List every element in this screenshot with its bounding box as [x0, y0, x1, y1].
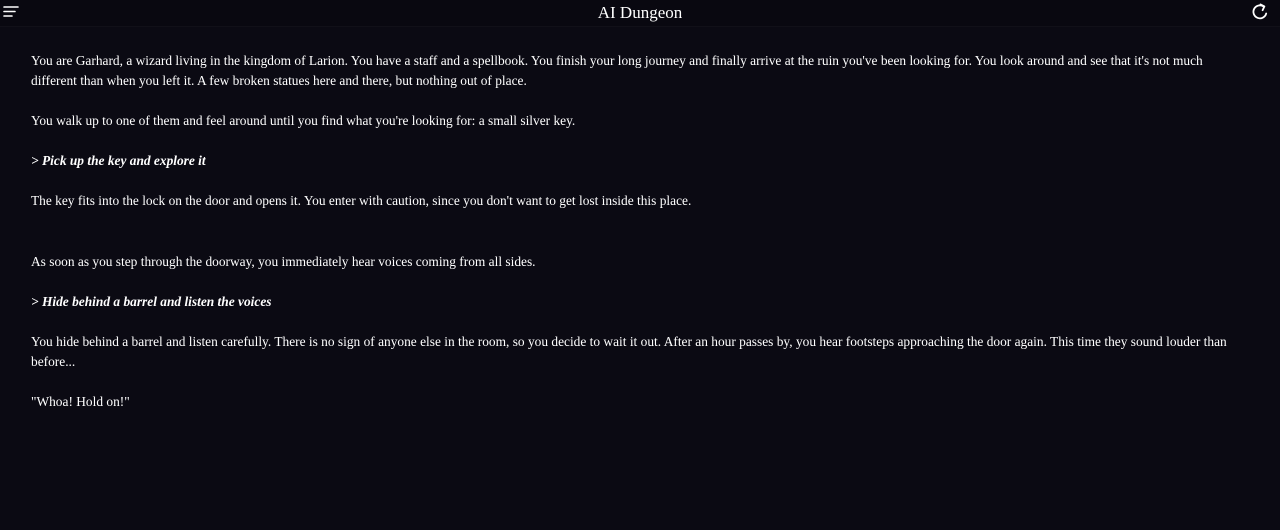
story-paragraph: The key fits into the lock on the door and opens it. You enter with caution, since you don't want to get lost inside this place. [31, 193, 692, 208]
story-paragraph: You are Garhard, a wizard living in the kingdom of Larion. You have a staff and a spellbook. You finish your long journey and finally arrive at the ruin you've been looking for. You look around and see that it's not much different than when you left it. A few broken statues here and there, but nothing out of place. [31, 53, 1203, 88]
story-paragraph: "Whoa! Hold on!" [31, 394, 130, 409]
story-paragraph: You walk up to one of them and feel around until you find what you're looking for: a small silver key. [31, 113, 576, 128]
story-paragraph: As soon as you step through the doorway, you immediately hear voices coming from all sides. [31, 254, 536, 269]
top-bar [0, 0, 1280, 27]
story-text [31, 51, 1231, 432]
refresh-icon[interactable] [1250, 2, 1270, 22]
player-action: > Pick up the key and explore it [31, 153, 206, 168]
player-action: > Hide behind a barrel and listen the voices [31, 294, 272, 309]
story-paragraph: You hide behind a barrel and listen carefully. There is no sign of anyone else in the room, so you decide to wait it out. After an hour passes by, you hear footsteps approaching the door again. This time they sound louder than before... [31, 334, 1227, 369]
app-title: AI Dungeon [597, 3, 683, 22]
